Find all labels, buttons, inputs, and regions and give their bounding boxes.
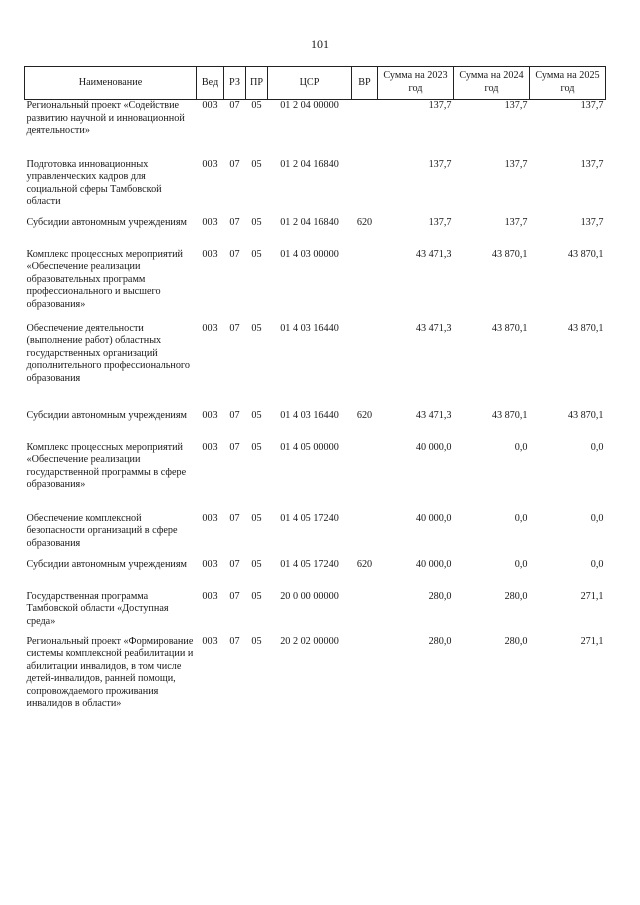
cell-csr: 01 2 04 16840 (280, 216, 339, 228)
page-number: 101 (311, 37, 329, 51)
cell-ved: 003 (202, 248, 218, 260)
cell-sum-2024: 43 870,1 (491, 322, 528, 334)
table-row (25, 636, 606, 712)
cell-sum-2023: 280,0 (428, 635, 452, 647)
cell-name: Региональный проект «Содействие развитию научной и инновационной деятельности» (26, 100, 185, 137)
cell-sum-2024: 137,7 (504, 216, 528, 228)
cell-sum-2024: 280,0 (504, 635, 528, 647)
cell-sum-2024: 280,0 (504, 590, 528, 602)
cell-sum-2024: 0,0 (514, 558, 528, 570)
table-row (25, 323, 606, 410)
cell-pr: 05 (251, 322, 262, 334)
cell-pr: 05 (251, 216, 262, 228)
cell-vr: 620 (356, 558, 373, 570)
cell-pr: 05 (251, 248, 262, 260)
cell-rz: 07 (229, 441, 240, 453)
cell-sum-2024: 43 870,1 (491, 248, 528, 260)
table-row (25, 591, 606, 636)
cell-csr: 01 2 04 00000 (280, 100, 339, 111)
cell-vr (352, 159, 378, 217)
cell-name: Государственная программа Тамбовской области «Доступная среда» (26, 590, 169, 627)
cell-sum-2025: 271,1 (580, 590, 604, 602)
cell-sum-2025: 0,0 (590, 558, 604, 570)
cell-sum-2023: 137,7 (428, 100, 452, 111)
cell-ved: 003 (202, 590, 218, 602)
cell-sum-2023: 43 471,3 (415, 409, 452, 421)
cell-name: Региональный проект «Формирование системы комплексной реабилитации и абилитации инвалидов, в том числе детей-инвалидов, ранней помощи, сопровождаемого проживания инвалидов в области» (26, 635, 194, 710)
cell-sum-2024: 0,0 (514, 441, 528, 453)
cell-sum-2023: 43 471,3 (415, 248, 452, 260)
cell-sum-2025: 137,7 (580, 100, 604, 111)
cell-csr: 01 4 03 00000 (280, 248, 339, 260)
cell-name: Обеспечение комплексной безопасности организаций в сфере образования (26, 512, 178, 549)
col-header-csr: ЦСР (268, 67, 352, 100)
table-row (25, 159, 606, 217)
cell-ved: 003 (202, 512, 218, 524)
header-row (25, 67, 606, 100)
cell-rz: 07 (229, 409, 240, 421)
cell-pr: 05 (251, 558, 262, 570)
cell-sum-2023: 280,0 (428, 590, 452, 602)
table-row (25, 513, 606, 559)
cell-name: Субсидии автономным учреждениям (26, 558, 187, 570)
cell-sum-2023: 137,7 (428, 158, 452, 170)
col-header-ved: Вед (197, 67, 224, 100)
cell-pr: 05 (251, 590, 262, 602)
col-header-sum-2023: Сумма на 2023 год (378, 67, 454, 100)
cell-rz: 07 (229, 248, 240, 260)
cell-vr (352, 249, 378, 323)
cell-sum-2024: 0,0 (514, 512, 528, 524)
cell-sum-2023: 43 471,3 (415, 322, 452, 334)
cell-pr: 05 (251, 512, 262, 524)
col-header-pr: ПР (246, 67, 268, 100)
cell-csr: 20 2 02 00000 (280, 635, 339, 647)
table-row (25, 442, 606, 513)
cell-pr: 05 (251, 409, 262, 421)
cell-csr: 20 0 00 00000 (280, 590, 339, 602)
cell-name: Комплекс процессных мероприятий «Обеспечение реализации образовательных программ профессионального и высшего образования» (26, 248, 183, 310)
table-row (25, 410, 606, 442)
cell-ved: 003 (202, 100, 218, 111)
cell-name: Комплекс процессных мероприятий «Обеспечение реализации государственной программы в сфере образования» (26, 441, 187, 491)
cell-sum-2024: 43 870,1 (491, 409, 528, 421)
cell-sum-2025: 137,7 (580, 216, 604, 228)
budget-table (24, 66, 606, 711)
cell-sum-2023: 40 000,0 (415, 512, 452, 524)
cell-sum-2025: 43 870,1 (567, 248, 604, 260)
cell-name: Субсидии автономным учреждениям (26, 409, 187, 421)
cell-sum-2024: 137,7 (504, 158, 528, 170)
cell-name: Подготовка инновационных управленческих кадров для социальной сферы Тамбовской области (26, 158, 162, 208)
cell-rz: 07 (229, 590, 240, 602)
cell-rz: 07 (229, 322, 240, 334)
cell-vr (352, 513, 378, 559)
cell-rz: 07 (229, 558, 240, 570)
cell-csr: 01 2 04 16840 (280, 158, 339, 170)
cell-rz: 07 (229, 100, 240, 111)
cell-pr: 05 (251, 100, 262, 111)
cell-rz: 07 (229, 512, 240, 524)
cell-vr (352, 636, 378, 712)
cell-ved: 003 (202, 158, 218, 170)
table-row (25, 100, 606, 159)
col-header-vr: ВР (352, 67, 378, 100)
cell-pr: 05 (251, 158, 262, 170)
cell-vr: 620 (356, 216, 373, 228)
cell-vr (352, 100, 378, 159)
cell-csr: 01 4 05 17240 (280, 558, 339, 570)
col-header-name: Наименование (25, 67, 197, 100)
cell-sum-2025: 137,7 (580, 158, 604, 170)
cell-ved: 003 (202, 216, 218, 228)
cell-vr (352, 591, 378, 636)
cell-vr: 620 (356, 409, 373, 421)
table-row (25, 559, 606, 591)
cell-sum-2024: 137,7 (504, 100, 528, 111)
cell-sum-2025: 0,0 (590, 512, 604, 524)
cell-vr (352, 442, 378, 513)
cell-name: Субсидии автономным учреждениям (26, 216, 187, 228)
cell-sum-2023: 137,7 (428, 216, 452, 228)
table-row (25, 217, 606, 249)
col-header-sum-2024: Сумма на 2024 год (454, 67, 530, 100)
cell-sum-2023: 40 000,0 (415, 558, 452, 570)
cell-rz: 07 (229, 158, 240, 170)
cell-rz: 07 (229, 216, 240, 228)
cell-name: Обеспечение деятельности (выполнение работ) областных государственных организаций дополнительного профессионального образования (26, 322, 190, 384)
cell-sum-2025: 0,0 (590, 441, 604, 453)
cell-rz: 07 (229, 635, 240, 647)
cell-ved: 003 (202, 635, 218, 647)
table-row (25, 249, 606, 323)
cell-ved: 003 (202, 558, 218, 570)
cell-pr: 05 (251, 635, 262, 647)
cell-ved: 003 (202, 322, 218, 334)
cell-sum-2025: 43 870,1 (567, 409, 604, 421)
cell-vr (352, 323, 378, 410)
cell-sum-2025: 271,1 (580, 635, 604, 647)
cell-ved: 003 (202, 409, 218, 421)
cell-sum-2023: 40 000,0 (415, 441, 452, 453)
cell-csr: 01 4 05 00000 (280, 441, 339, 453)
cell-csr: 01 4 03 16440 (280, 409, 339, 421)
col-header-rz: РЗ (224, 67, 246, 100)
cell-csr: 01 4 05 17240 (280, 512, 339, 524)
cell-pr: 05 (251, 441, 262, 453)
cell-sum-2025: 43 870,1 (567, 322, 604, 334)
cell-ved: 003 (202, 441, 218, 453)
col-header-sum-2025: Сумма на 2025 год (530, 67, 606, 100)
cell-csr: 01 4 03 16440 (280, 322, 339, 334)
